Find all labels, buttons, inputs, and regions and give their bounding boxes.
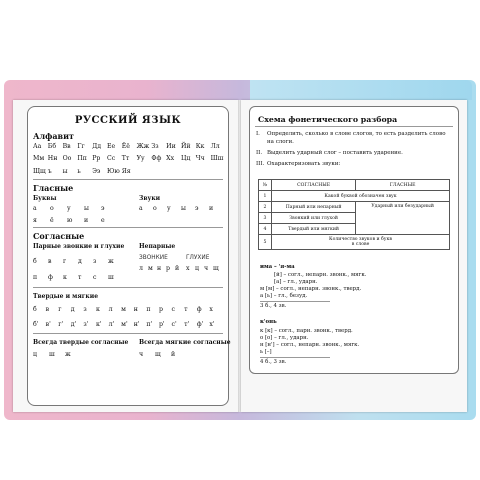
header-consonants: СОГЛАСНЫЕ: [272, 180, 356, 191]
letter-cell: Жж: [136, 143, 150, 150]
unpaired-label: Непарные: [139, 243, 176, 250]
row-count-line-1: Количество звуков и букв: [329, 237, 392, 242]
divider: [33, 333, 223, 334]
row-num: 4: [259, 224, 272, 235]
letter-cell: л': [108, 321, 115, 328]
letter-cell: у: [167, 205, 171, 212]
letter-cell: е: [101, 217, 105, 224]
row-count: [272, 235, 450, 250]
left-content-frame: [27, 106, 229, 406]
letter-cell: ш: [49, 351, 55, 358]
row-letter: Какой буквой обозначен звук: [272, 191, 450, 202]
letter-cell: м: [121, 306, 126, 313]
always-hard-label: Всегда твердые согласные: [33, 339, 129, 346]
letter-cell: Ээ: [92, 168, 101, 175]
letter-cell: Лл: [210, 143, 220, 150]
hard-consonants-row: [33, 306, 222, 313]
right-page: [241, 100, 467, 412]
letter-cell: к: [63, 274, 67, 281]
example-2-line-4: ь [–]: [260, 349, 272, 355]
letter-cell: ь: [77, 168, 81, 175]
letter-cell: ф: [196, 306, 202, 313]
letter-cell: б: [33, 306, 37, 313]
row-num: 2: [259, 202, 272, 213]
soft-consonants-row: [33, 321, 222, 328]
always-soft-row: [139, 351, 187, 358]
letter-cell: Тт: [121, 155, 130, 162]
letter-cell: й: [175, 265, 180, 272]
vowels-heading: Гласные: [33, 183, 74, 193]
letter-cell: Оо: [62, 155, 72, 162]
letter-cell: й: [171, 351, 176, 358]
letter-cell: Ее: [106, 143, 116, 150]
letter-cell: в: [48, 258, 52, 265]
example-1-line-4: а [ь] – гл., безуд.: [260, 293, 308, 299]
letter-cell: Сс: [106, 155, 116, 162]
header-num: №: [259, 180, 272, 191]
letter-cell: ц: [33, 351, 37, 358]
unpaired-voiceless-row: [186, 265, 222, 272]
step-num-2: II.: [256, 150, 263, 156]
letter-cell: п: [33, 274, 38, 281]
example-2-count: 4 б., 3 зв.: [260, 359, 287, 365]
example-2-line-3: н [н'] – согл., непарн. звонк., мягк.: [260, 342, 360, 348]
unpaired-voiced-row: [139, 265, 184, 272]
letter-cell: р: [166, 265, 170, 272]
letter-cell: р: [158, 306, 163, 313]
letter-cell: т: [78, 274, 82, 281]
letter-cell: Бб: [47, 143, 57, 150]
letter-cell: ю: [67, 217, 73, 224]
letter-cell: Ёё: [121, 143, 130, 150]
letter-cell: г': [58, 321, 64, 328]
step-text-1b: на слоги.: [267, 139, 294, 145]
letter-cell: н': [133, 321, 140, 328]
row-stressed: Ударный или безударный: [356, 202, 450, 235]
header-vowels: ГЛАСНЫЕ: [356, 180, 450, 191]
example-1-line-2: [а] – гл., ударн.: [274, 279, 318, 285]
letter-cell: ф: [48, 274, 53, 281]
vowel-sounds-row: [139, 205, 223, 212]
example-2-line-2: о [о] – гл., ударн.: [260, 335, 309, 341]
consonants-heading: Согласные: [33, 231, 85, 241]
letter-cell: в: [45, 306, 50, 313]
example-1-count: 3 б., 4 зв.: [260, 303, 287, 309]
letter-cell: к: [95, 306, 100, 313]
letter-cell: м': [121, 321, 128, 328]
letter-cell: Нн: [47, 155, 58, 162]
letter-cell: Ии: [166, 143, 176, 150]
letter-cell: ц: [195, 265, 199, 272]
letter-cell: т: [184, 306, 188, 313]
letter-cell: н: [133, 306, 138, 313]
page-title: РУССКИЙ ЯЗЫК: [74, 115, 182, 126]
letter-cell: ё: [50, 217, 54, 224]
letter-cell: э: [195, 205, 199, 212]
example-2-word: к'онь: [260, 319, 277, 325]
letter-cell: с: [171, 306, 175, 313]
scheme-title: Схема фонетического разбора: [258, 115, 398, 124]
row-num: 5: [259, 235, 272, 250]
letter-cell: Вв: [62, 143, 71, 150]
letter-cell: Чч: [195, 155, 205, 162]
letter-cell: ы: [181, 205, 186, 212]
letter-cell: м: [148, 265, 153, 272]
example-1-line-3: м [м] – согл., непарн. звонк., тверд.: [260, 286, 362, 292]
letter-cell: л: [108, 306, 113, 313]
letter-cell: б': [33, 321, 39, 328]
row-hard-soft: Твердый или мягкий: [272, 224, 356, 235]
letter-cell: в': [45, 321, 51, 328]
voiceless-label: ГЛУХИЕ: [186, 255, 210, 261]
letter-cell: з': [83, 321, 89, 328]
letter-cell: ы: [62, 168, 68, 175]
always-hard-row: [33, 351, 81, 358]
paired-label: Парные звонкие и глухие: [33, 243, 125, 250]
example-1-line-1: [й] – согл., непарн. звонк., мягк.: [274, 272, 367, 278]
letter-cell: Юю: [106, 168, 120, 175]
letter-cell: б: [33, 258, 37, 265]
paired-voiceless-row: [33, 274, 123, 281]
left-page: [13, 100, 239, 412]
hard-soft-label: Твердые и мягкие: [33, 293, 99, 300]
letter-cell: у: [67, 205, 71, 212]
letter-cell: т': [184, 321, 190, 328]
letter-cell: Щщ: [33, 168, 46, 175]
letter-cell: н: [157, 265, 162, 272]
step-num-3: III.: [256, 161, 265, 167]
alphabet-row-1: [33, 143, 225, 150]
letter-cell: г: [63, 258, 67, 265]
letter-cell: ч: [204, 265, 209, 272]
letter-cell: х: [209, 306, 213, 313]
letter-cell: щ: [155, 351, 161, 358]
letters-label: Буквы: [33, 195, 57, 202]
step-num-1: I.: [256, 131, 260, 137]
letter-cell: к': [95, 321, 102, 328]
letter-cell: ж: [108, 258, 114, 265]
letter-cell: Мм: [33, 155, 45, 162]
sounds-label: Звуки: [139, 195, 161, 202]
letter-cell: х': [209, 321, 215, 328]
letter-cell: Йй: [180, 143, 191, 150]
letter-cell: Шш: [210, 155, 224, 162]
letter-cell: Дд: [92, 143, 102, 150]
letter-cell: Яя: [121, 168, 131, 175]
letter-cell: и: [84, 217, 89, 224]
letter-cell: и: [209, 205, 214, 212]
step-text-3: Охарактеризовать звуки:: [267, 161, 341, 167]
letter-cell: а: [33, 205, 37, 212]
letter-cell: з: [83, 306, 87, 313]
letter-cell: Гг: [77, 143, 85, 150]
letter-cell: р': [158, 321, 165, 328]
letter-cell: ы: [84, 205, 89, 212]
vowel-letters-row-2: [33, 217, 118, 224]
letter-cell: с: [93, 274, 97, 281]
alphabet-row-3: [33, 168, 137, 175]
divider: [260, 301, 330, 302]
letter-cell: п': [146, 321, 153, 328]
letter-cell: с': [171, 321, 177, 328]
row-num: 3: [259, 213, 272, 224]
divider: [255, 126, 453, 127]
letter-cell: л: [139, 265, 143, 272]
example-1-word: има – 'я-ма: [260, 264, 295, 270]
letter-cell: а: [139, 205, 143, 212]
right-content-frame: [249, 106, 459, 374]
phonetic-scheme-table: [258, 179, 450, 250]
row-voiced: Звонкий или глухой: [272, 213, 356, 224]
step-text-2: Выделить ударный слог – поставить ударение.: [267, 150, 403, 156]
book-cover-edge: [250, 80, 472, 100]
letter-cell: п: [146, 306, 151, 313]
letter-cell: о: [50, 205, 54, 212]
letter-cell: я: [33, 217, 37, 224]
paired-voiced-row: [33, 258, 123, 265]
example-2-line-1: к [к] – согл., парн. звонк., тверд.: [260, 328, 353, 334]
always-soft-label: Всегда мягкие согласные: [139, 339, 231, 346]
letter-cell: х: [186, 265, 190, 272]
letter-cell: ж: [65, 351, 71, 358]
letter-cell: Зз: [151, 143, 159, 150]
letter-cell: д: [70, 306, 75, 313]
row-count-line-2: в слове: [351, 242, 370, 247]
letter-cell: г: [58, 306, 62, 313]
alphabet-heading: Алфавит: [33, 131, 75, 141]
letter-cell: Кк: [195, 143, 205, 150]
row-paired: Парный или непарный: [272, 202, 356, 213]
letter-cell: з: [93, 258, 97, 265]
letter-cell: Хх: [166, 155, 175, 162]
divider: [33, 179, 223, 180]
alphabet-row-2: [33, 155, 225, 162]
step-text-1: Определить, сколько в слове слогов, то есть разделить слово: [267, 131, 446, 137]
divider: [33, 287, 223, 288]
letter-cell: ч: [139, 351, 144, 358]
letter-cell: Фф: [151, 155, 162, 162]
vowel-letters-row-1: [33, 205, 118, 212]
divider: [33, 227, 223, 228]
letter-cell: Рр: [92, 155, 101, 162]
divider: [260, 357, 330, 358]
letter-cell: щ: [213, 265, 219, 272]
letter-cell: д': [70, 321, 77, 328]
letter-cell: Уу: [136, 155, 145, 162]
letter-cell: ъ: [47, 168, 52, 175]
letter-cell: Цц: [180, 155, 191, 162]
letter-cell: о: [153, 205, 157, 212]
letter-cell: Пп: [77, 155, 87, 162]
letter-cell: Аа: [33, 143, 42, 150]
row-num: 1: [259, 191, 272, 202]
letter-cell: ф': [196, 321, 204, 328]
letter-cell: д: [78, 258, 82, 265]
voiced-label: ЗВОНКИЕ: [139, 255, 168, 261]
letter-cell: ш: [108, 274, 114, 281]
letter-cell: э: [101, 205, 105, 212]
